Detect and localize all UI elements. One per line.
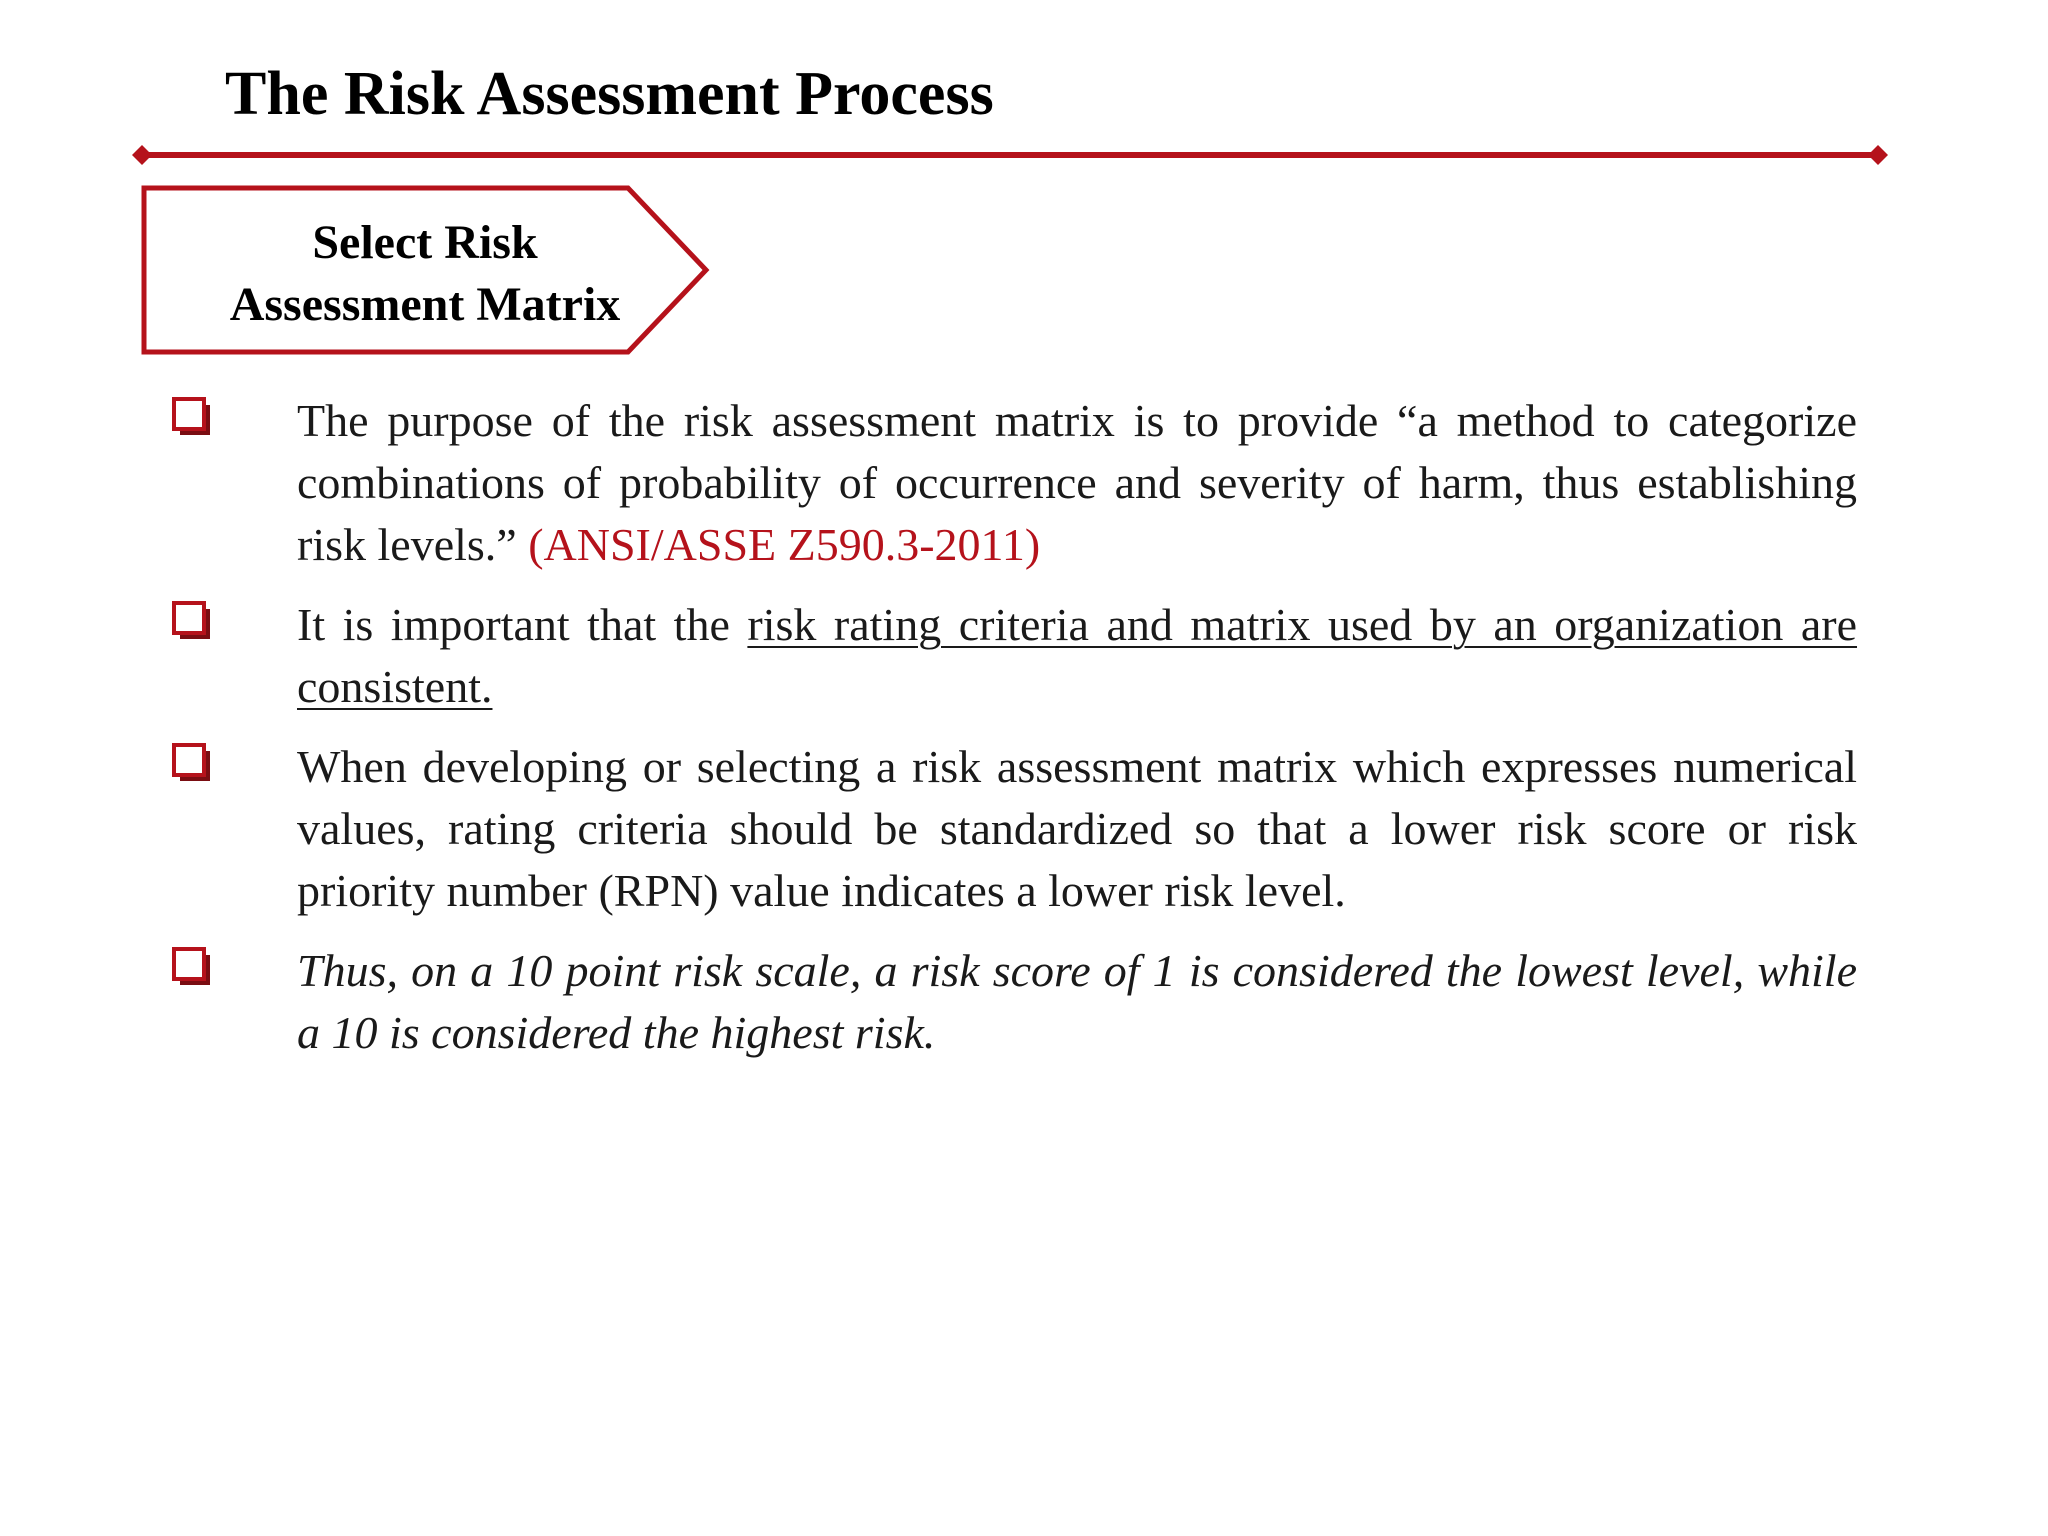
checkbox-icon [172,397,212,437]
citation: (ANSI/ASSE Z590.3-2011) [528,519,1041,570]
bullet-body: The purpose of the risk assessment matrix is to provide “a method to categorize combinations of probability of occurrence and severity of harm, thus establishing risk levels.” [297,395,1857,570]
checkbox-icon [172,601,212,641]
bullet-text: When developing or selecting a risk assessment matrix which expresses numerical values, rating criteria should be standardized so that a lower risk score or risk priority number (RPN) value indicates a lower risk level. [297,741,1857,916]
badge-line-1: Select Risk [312,216,538,269]
underlined-phrase: risk rating criteria and matrix used by an organization are consistent. [297,599,1858,712]
badge-line-2: Assessment Matrix [229,278,621,331]
bullet-text [297,594,1857,718]
bullet-text: Thus, on a 10 point risk scale, a risk score of 1 is considered the lowest level, while a 10 is considered the highest risk. [297,945,1857,1058]
bullet-body: It is important that the [297,599,748,650]
bullet-text [297,390,1857,576]
checkbox-icon [172,743,212,783]
checkbox-icon [172,947,212,987]
slide-title: The Risk Assessment Process [225,60,994,128]
